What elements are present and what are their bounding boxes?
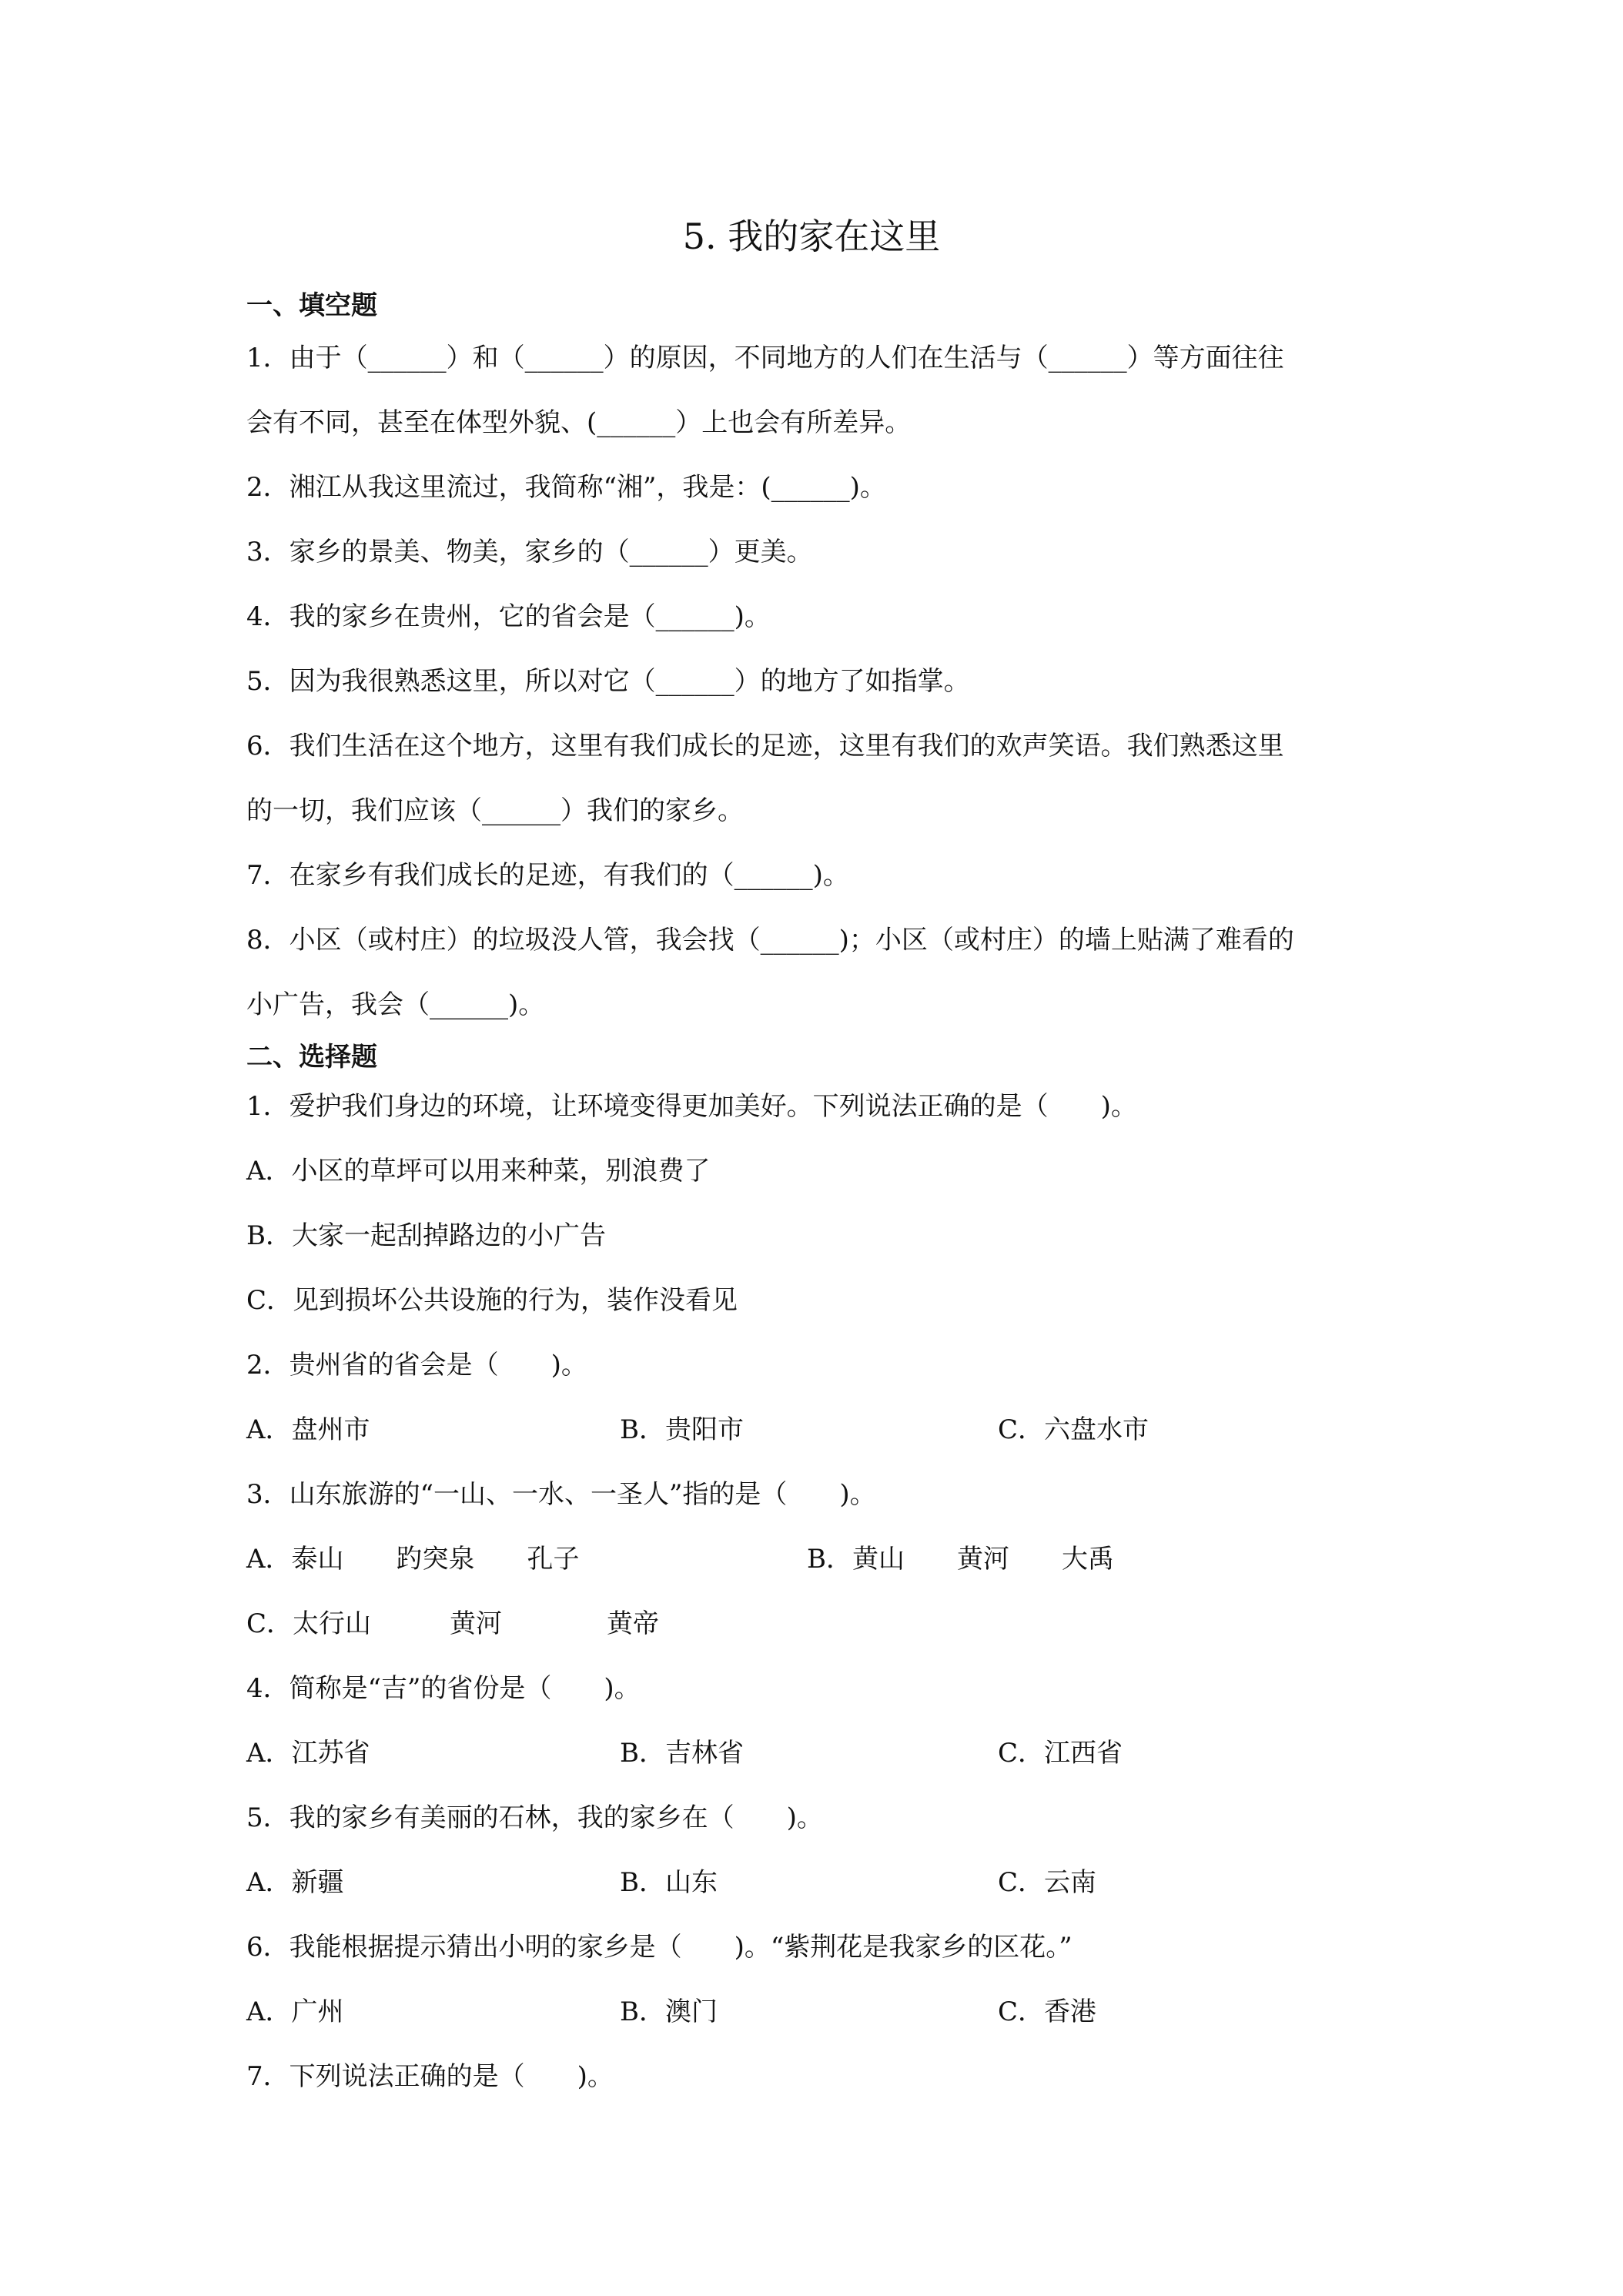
fill-blank-line: 6．我们生活在这个地方，这里有我们成长的足迹，这里有我们的欢声笑语。我们熟悉这里 [246, 731, 1284, 761]
option-a: A．盘州市 [246, 1414, 370, 1445]
option-c: C．六盘水市 [998, 1414, 1149, 1445]
fill-blank-line: 4．我的家乡在贵州，它的省会是（______)。 [246, 601, 771, 632]
option-c: C．云南 [998, 1867, 1097, 1898]
option-a: A．泰山 趵突泉 孔子 [246, 1544, 580, 1575]
fill-blank-line: 会有不同，甚至在体型外貌、(______）上也会有所差异。 [246, 407, 912, 438]
question-stem: 2．贵州省的省会是（ )。 [246, 1350, 587, 1381]
option-c: C．江西省 [998, 1738, 1123, 1769]
option-c: C．见到损坏公共设施的行为，装作没看见 [246, 1285, 738, 1316]
option-b: B．山东 [620, 1867, 718, 1898]
option-c: C．太行山 黄河 黄帝 [246, 1608, 660, 1639]
fill-blank-line: 5．因为我很熟悉这里，所以对它（______）的地方了如指掌。 [246, 666, 970, 697]
fill-blank-line: 3．家乡的景美、物美，家乡的（______）更美。 [246, 537, 813, 567]
fill-blank-line: 7．在家乡有我们成长的足迹，有我们的（______)。 [246, 860, 849, 891]
option-b: B．吉林省 [620, 1738, 744, 1769]
fill-blank-line: 1．由于（______）和（______）的原因，不同地方的人们在生活与（______）等方面往往 [246, 343, 1284, 373]
section-heading-fill-blank: 一、填空题 [246, 290, 377, 321]
option-b: B．大家一起刮掉路边的小广告 [246, 1220, 606, 1251]
fill-blank-line: 的一切，我们应该（______）我们的家乡。 [246, 795, 744, 826]
question-stem: 6．我能根据提示猜出小明的家乡是（ )。“紫荆花是我家乡的区花。” [246, 1932, 1073, 1963]
page-title: 5. 我的家在这里 [682, 216, 941, 257]
option-a: A．新疆 [246, 1867, 344, 1898]
option-b: B．黄山 黄河 大禹 [807, 1544, 1114, 1575]
fill-blank-line: 2．湘江从我这里流过，我简称“湘”，我是：(______)。 [246, 472, 886, 503]
question-stem: 3．山东旅游的“一山、一水、一圣人”指的是（ )。 [246, 1479, 876, 1510]
option-a: A．小区的草坪可以用来种菜，别浪费了 [246, 1156, 711, 1186]
option-a: A．江苏省 [246, 1738, 370, 1769]
fill-blank-line: 小广告，我会（______)。 [246, 989, 545, 1020]
option-b: B．贵阳市 [620, 1414, 744, 1445]
question-stem: 1．爱护我们身边的环境，让环境变得更加美好。下列说法正确的是（ )。 [246, 1091, 1137, 1122]
option-a: A．广州 [246, 1996, 344, 2027]
question-stem: 5．我的家乡有美丽的石林，我的家乡在（ )。 [246, 1802, 823, 1833]
fill-blank-line: 8．小区（或村庄）的垃圾没人管，我会找（______)；小区（或村庄）的墙上贴满了难看的 [246, 925, 1294, 956]
option-b: B．澳门 [620, 1996, 718, 2027]
question-stem: 4．简称是“吉”的省份是（ )。 [246, 1673, 641, 1704]
question-stem: 7．下列说法正确的是（ )。 [246, 2061, 614, 2092]
section-heading-choice: 二、选择题 [246, 1042, 377, 1073]
option-c: C．香港 [998, 1996, 1097, 2027]
